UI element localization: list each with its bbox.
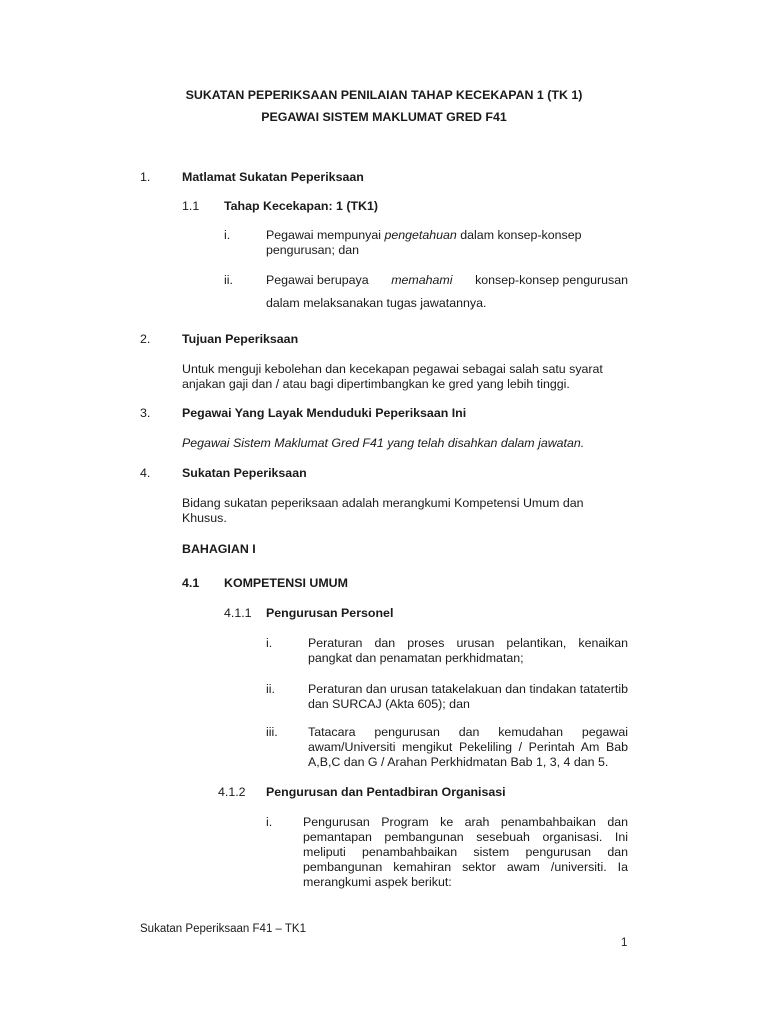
p1-item-2-text: Peraturan dan urusan tatakelakuan dan tindakan tatatertib dan SURCAJ (Akta 605); dan xyxy=(308,682,628,711)
item-ii-line-1: Pegawai berupaya memahami konsep-konsep pengurusan xyxy=(266,273,628,287)
section-4-number: 4. xyxy=(140,466,151,480)
section-1-1-heading: Tahap Kecekapan: 1 (TK1) xyxy=(224,199,379,213)
section-4-1-2-heading: Pengurusan dan Pentadbiran Organisasi xyxy=(266,785,506,799)
section-4-1-heading: KOMPETENSI UMUM xyxy=(224,576,348,590)
section-4-1-1-number: 4.1.1 xyxy=(224,606,252,620)
section-4-1-number: 4.1 xyxy=(182,576,200,590)
section-1-1-number: 1.1 xyxy=(182,199,200,213)
section-1-heading: Matlamat Sukatan Peperiksaan xyxy=(182,170,364,184)
section-2-body: Untuk menguji kebolehan dan kecekapan pegawai sebagai salah satu syarat anjakan gaji dan / atau bagi dipertimbangkan ke gred yang lebih tinggi. xyxy=(182,362,603,391)
item-ii-line-2: dalam melaksanakan tugas jawatannya. xyxy=(266,296,487,310)
section-1-number: 1. xyxy=(140,170,151,184)
page-number: 1 xyxy=(621,937,628,949)
p1-item-2-number: ii. xyxy=(266,682,275,696)
p1-item-1-number: i. xyxy=(266,636,273,650)
section-4-1-2-number: 4.1.2 xyxy=(218,785,246,799)
section-3-body: Pegawai Sistem Maklumat Gred F41 yang telah disahkan dalam jawatan. xyxy=(182,436,585,450)
p1-item-3-number: iii. xyxy=(266,725,278,739)
p1-item-3-text: Tatacara pengurusan dan kemudahan pegawai awam/Universiti mengikut Pekeliling / Perintah Am Bab A,B,C dan G / Arahan Perkhidmatan Bab 1, 3, 4 dan 5. xyxy=(308,725,628,769)
section-2-number: 2. xyxy=(140,332,151,346)
section-3-number: 3. xyxy=(140,406,151,420)
section-3-heading: Pegawai Yang Layak Menduduki Peperiksaan Ini xyxy=(182,406,467,420)
document-title: SUKATAN PEPERIKSAAN PENILAIAN TAHAP KECEKAPAN 1 (TK 1) xyxy=(185,88,583,102)
section-4-body: Bidang sukatan peperiksaan adalah merangkumi Kompetensi Umum dan Khusus. xyxy=(182,496,584,525)
section-4-1-1-heading: Pengurusan Personel xyxy=(266,606,394,620)
bahagian-label: BAHAGIAN I xyxy=(182,542,256,556)
section-4-heading: Sukatan Peperiksaan xyxy=(182,466,307,480)
section-2-heading: Tujuan Peperiksaan xyxy=(182,332,299,346)
item-i-number: i. xyxy=(224,228,231,242)
item-ii-number: ii. xyxy=(224,273,233,287)
footer-text: Sukatan Peperiksaan F41 – TK1 xyxy=(140,923,307,935)
document-subtitle: PEGAWAI SISTEM MAKLUMAT GRED F41 xyxy=(261,110,507,124)
p2-item-1-text: Pengurusan Program ke arah penambahbaikan dan pemantapan pembangunan sesebuah organisasi. Ini meliputi penambahbaikan sistem pengurusan dan pembangunan kemahiran sektor awam /universiti. Ia merangkumi aspek berikut: xyxy=(303,815,628,889)
item-i-text: Pegawai mempunyai pengetahuan dalam konsep-konsep pengurusan; dan xyxy=(266,228,582,257)
p1-item-1-text: Peraturan dan proses urusan pelantikan, kenaikan pangkat dan penamatan perkhidmatan; xyxy=(308,636,628,665)
p2-item-1-number: i. xyxy=(266,815,273,829)
